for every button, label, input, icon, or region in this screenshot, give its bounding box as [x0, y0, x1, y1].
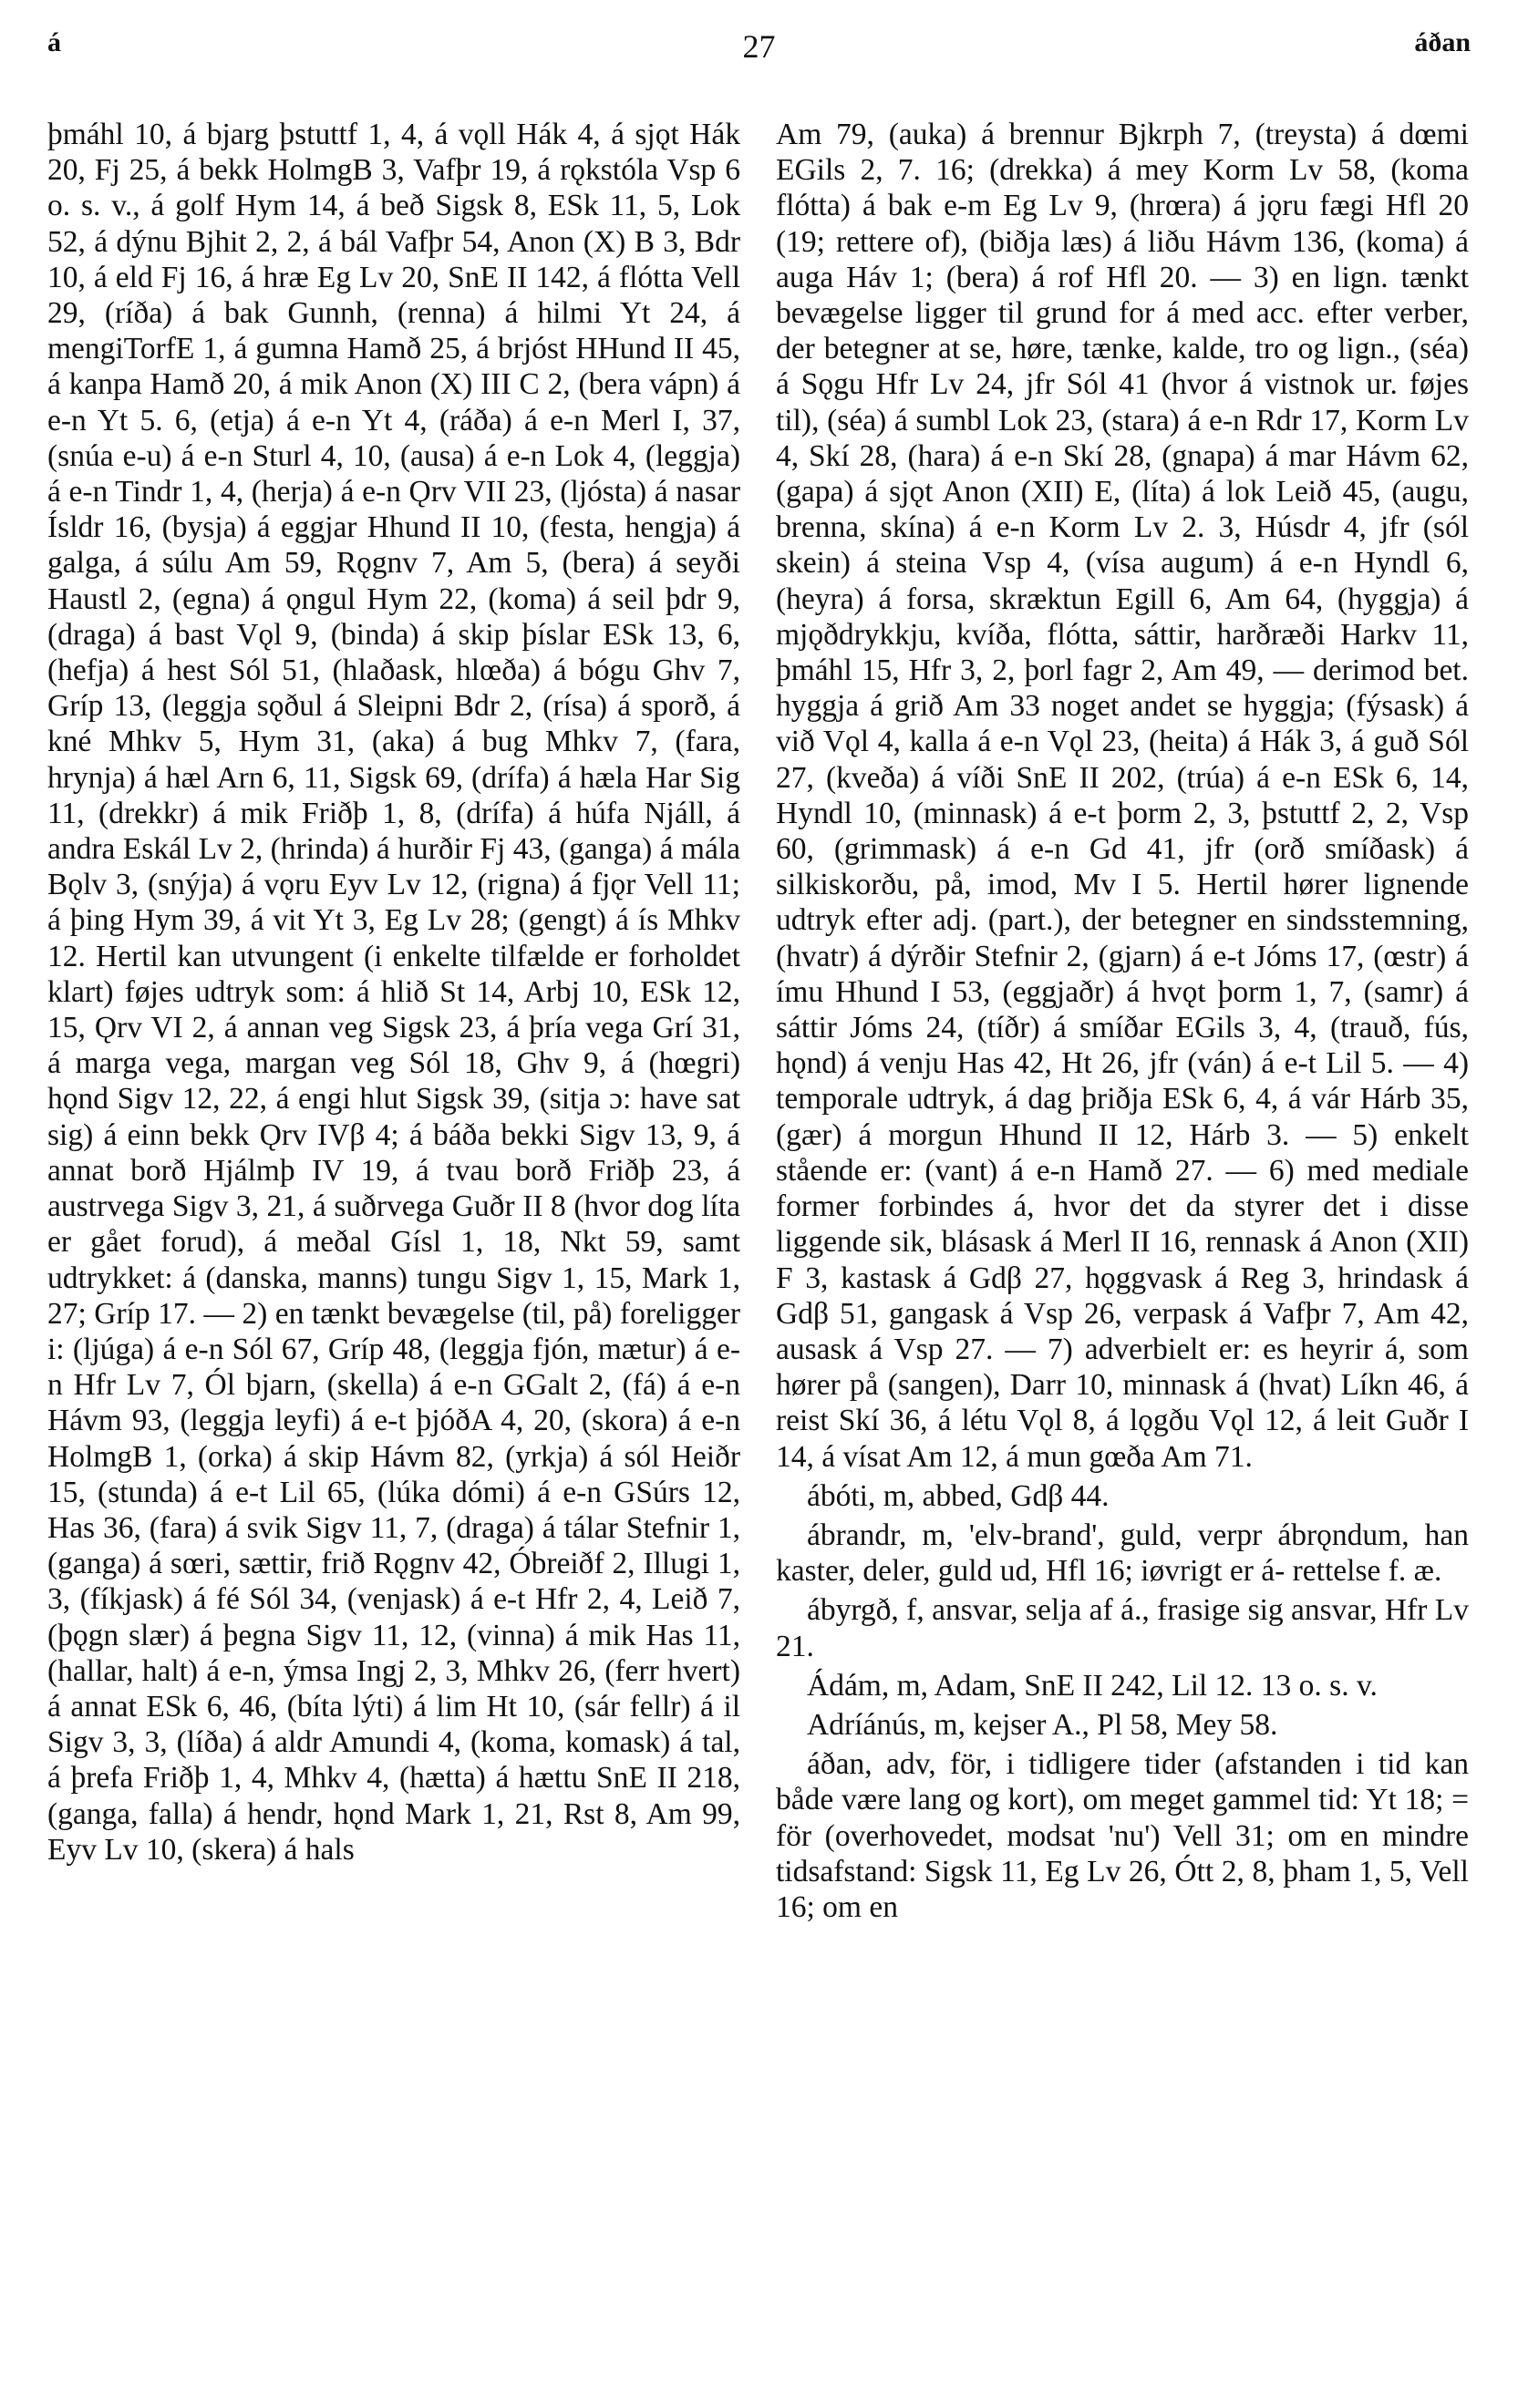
- page-number: 27: [742, 28, 776, 65]
- entry-abboti: ábóti, m, abbed, Gdβ 44.: [807, 1478, 1110, 1513]
- right-running-headword: áðan: [1414, 27, 1471, 57]
- entry-abrandr: ábrandr, m, 'elv-brand', guld, verpr ábrǫndum, han kaster, deler, guld ud, Hfl 16; iøvrigt er á- rettelse f. æ.: [776, 1518, 1469, 1589]
- entry-adan: áðan, adv, för, i tidligere tider (afstanden i tid kan både være lang og kort), om meget gammel tid: Yt 18; = för (overhovedet, modsat 'nu') Vell 31; om en mindre tidsafstand: Sigsk 11, Eg Lv 26, Ótt 2, 8, þham 1, 5, Vell 16; om en: [776, 1747, 1469, 1924]
- left-running-headword: á: [47, 27, 61, 57]
- left-column: [47, 117, 740, 1868]
- page-header: [47, 16, 1471, 71]
- entry-paragraph: þmáhl 10, á bjarg þstuttf 1, 4, á vǫll Hák 4, á sjǫt Hák 20, Fj 25, á bekk HolmgB 3, Vafþr 19, á rǫkstóla Vsp 6 o. s. v., á golf Hym 14, á beð Sigsk 8, ESk 11, 5, Lok 52, á dýnu Bjhit 2, 2, á bál Vafþr 54, Anon (X) B 3, Bdr 10, á eld Fj 16, á hræ Eg Lv 20, SnE II 142, á flótta Vell 29, (ríða) á bak Gunnh, (renna) á hilmi Yt 24, á mengiTorfE 1, á gumna Hamð 25, á brjóst HHund II 45, á kanpa Hamð 20, á mik Anon (X) III C 2, (bera vápn) á e-n Yt 5. 6, (etja) á e-n Yt 4, (ráða) á e-n Merl I, 37, (snúa e-u) á e-n Sturl 4, 10, (ausa) á e-n Lok 4, (leggja) á e-n Tindr 1, 4, (herja) á e-n Ǫrv VII 23, (ljósta) á nasar Ísldr 16, (bysja) á eggjar Hhund II 10, (festa, hengja) á galga, á súlu Am 59, Rǫgnv 7, Am 5, (bera) á seyði Haustl 2, (egna) á ǫngul Hym 22, (koma) á seil þdr 9, (draga) á bast Vǫl 9, (binda) á skip þíslar ESk 13, 6, (hefja) á hest Sól 51, (hlaðask, hlœða) á bógu Ghv 7, Gríp 13, (leggja sǫðul á Sleipni Bdr 2, (rísa) á sporð, á kné Mhkv 5, Hym 31, (aka) á bug Mhkv 7, (fara, hrynja) á hæl Arn 6, 11, Sigsk 69, (drífa) á hæla Har Sig 11, (drekkr) á mik Friðþ 1, 8, (drífa) á húfa Njáll, á andra Eskál Lv 2, (hrinda) á hurðir Fj 43, (ganga) á mála Bǫlv 3, (snýja) á vǫru Eyv Lv 12, (rigna) á fjǫr Vell 11; á þing Hym 39, á vit Yt 3, Eg Lv 28; (gengt) á ís Mhkv 12. Hertil kan utvungent (i enkelte tilfælde er forholdet klart) føjes udtryk som: á hlið St 14, Arbj 10, ESk 12, 15, Ǫrv VI 2, á annan veg Sigsk 23, á þría vega Grí 31, á marga vega, margan veg Sól 18, Ghv 9, á (hœgri) hǫnd Sigv 12, 22, á engi hlut Sigsk 39, (sitja ɔ: have sat sig) á einn bekk Ǫrv IVβ 4; á báða bekki Sigv 13, 9, á annat borð Hjálmþ IV 19, á tvau borð Friðþ 23, á austrvega Sigv 3, 21, á suðrvega Guðr II 8 (hvor dog líta er gået forud), á meðal Gísl 1, 18, Nkt 59, samt udtrykket: á (danska, manns) tungu Sigv 1, 15, Mark 1, 27; Gríp 17. — 2) en tænkt bevægelse (til, på) foreligger i: (ljúga) á e-n Sól 67, Gríp 48, (leggja fjón, mætur) á e-n Hfr Lv 7, Ól bjarn, (skella) á e-n GGalt 2, (fá) á e-n Hávm 93, (leggja leyfi) á e-t þjóðA 4, 20, (skora) á e-n HolmgB 1, (orka) á skip Hávm 82, (yrkja) á sól Heiðr 15, (stunda) á e-t Lil 65, (lúka dómi) á e-n GSúrs 12, Has 36, (fara) á svik Sigv 11, 7, (draga) á tálar Stefnir 1, (ganga) á sœri, sættir, frið Rǫgnv 42, Óbreiðf 2, Illugi 1, 3, (fíkjask) á fé Sól 34, (venjask) á e-t Hfr 2, 4, Leið 7, (þǫgn slær) á þegna Sigv 11, 12, (vinna) á mik Has 11, (hallar, halt) á e-n, ýmsa Ingj 2, 3, Mhkv 26, (ferr hvert) á annat ESk 6, 46, (bíta lýti) á lim Ht 10, (sár fellr) á il Sigv 3, 3, (líða) á aldr Amundi 4, (koma, komask) á tal, á þrefa Friðþ 1, 4, Mhkv 4, (hætta) á hættu SnE II 218, (ganga, falla) á hendr, hǫnd Mark 1, 21, Rst 8, Am 99, Eyv Lv 10, (skera) á hals: [47, 118, 740, 1867]
- entry-paragraph: Am 79, (auka) á brennur Bjkrph 7, (treysta) á dœmi EGils 2, 7. 16; (drekka) á mey Korm Lv 58, (koma flótta) á bak e-m Eg Lv 9, (hrœra) á jǫru fægi Hfl 20 (19; rettere of), (biðja læs) á liðu Hávm 136, (koma) á auga Háv 1; (bera) á rof Hfl 20. — 3) en lign. tænkt bevægelse ligger til grund for á med acc. efter verber, der betegner at se, høre, tænke, kalde, tro og lign., (séa) á Sǫgu Hfr Lv 24, jfr Sól 41 (hvor á vistnok ur. føjes til), (séa) á sumbl Lok 23, (stara) á e-n Rdr 17, Korm Lv 4, Skí 28, (hara) á e-n Skí 28, (gnapa) á mar Hávm 62, (gapa) á sjǫt Anon (XII) E, (líta) á lok Leið 45, (augu, brenna, skína) á e-n Korm Lv 2. 3, Húsdr 4, jfr (sól skein) á steina Vsp 4, (vísa augum) á e-n Hyndl 6, (heyra) á forsa, skræktun Egill 6, Am 64, (hyggja) á mjǫðdrykkju, kvíða, flótta, sáttir, harðræði Harkv 11, þmáhl 15, Hfr 3, 2, þorl fagr 2, Am 49, — derimod bet. hyggja á grið Am 33 noget andet se hyggja; (fýsask) á við Vǫl 4, kalla á e-n Vǫl 23, (heita) á Hák 3, á guð Sól 27, (kveða) á víði SnE II 202, (trúa) á e-n ESk 6, 14, Hyndl 10, (minnask) á e-t þorm 2, 3, þstuttf 2, 2, Vsp 60, (grimmask) á e-n Gd 41, jfr (orð smíðask) á silkiskorðu, på, imod, Mv I 5. Hertil hører lignende udtryk efter adj. (part.), der betegner en sindsstemning, (hvatr) á dýrðir Stefnir 2, (gjarn) á e-t Jóms 17, (œstr) á ímu Hhund I 53, (eggjaðr) á hvǫt þorm 1, 7, (samr) á sáttir Jóms 24, (tíðr) á smíðar EGils 3, 4, (trauð, fús, hǫnd) á venju Has 42, Ht 26, jfr (ván) á e-t Lil 5. — 4) temporale udtryk, á dag þriðja ESk 6, 4, á vár Hárb 35, (gær) á morgun Hhund II 12, Hárb 3. — 5) enkelt stående er: (vant) á e-n Hamð 27. — 6) med mediale former forbindes á, hvor det da styrer det i disse liggende sik, blásask á Merl II 16, rennask á Anon (XII) F 3, kastask á Gdβ 27, hǫggvask á Reg 3, hrindask á Gdβ 51, gangask á Vsp 26, verpask á Vafþr 7, Am 42, ausask á Vsp 27. — 7) adverbielt er: es heyrir á, som hører på (sangen), Darr 10, minnask á (hvat) Líkn 46, á reist Skí 36, á létu Vǫl 8, á lǫgðu Vǫl 12, á leit Guðr I 14, á vísat Am 12, á mun gœða Am 71.: [776, 118, 1469, 1474]
- entry-adam: Ádám, m, Adam, SnE II 242, Lil 12. 13 o. s. v.: [807, 1668, 1378, 1703]
- entry-adrianus: Adríánús, m, kejser A., Pl 58, Mey 58.: [807, 1707, 1278, 1742]
- entry-abyrgd: ábyrgð, f, ansvar, selja af á., frasige sig ansvar, Hfr Lv 21.: [776, 1593, 1469, 1663]
- right-column: [776, 117, 1469, 1925]
